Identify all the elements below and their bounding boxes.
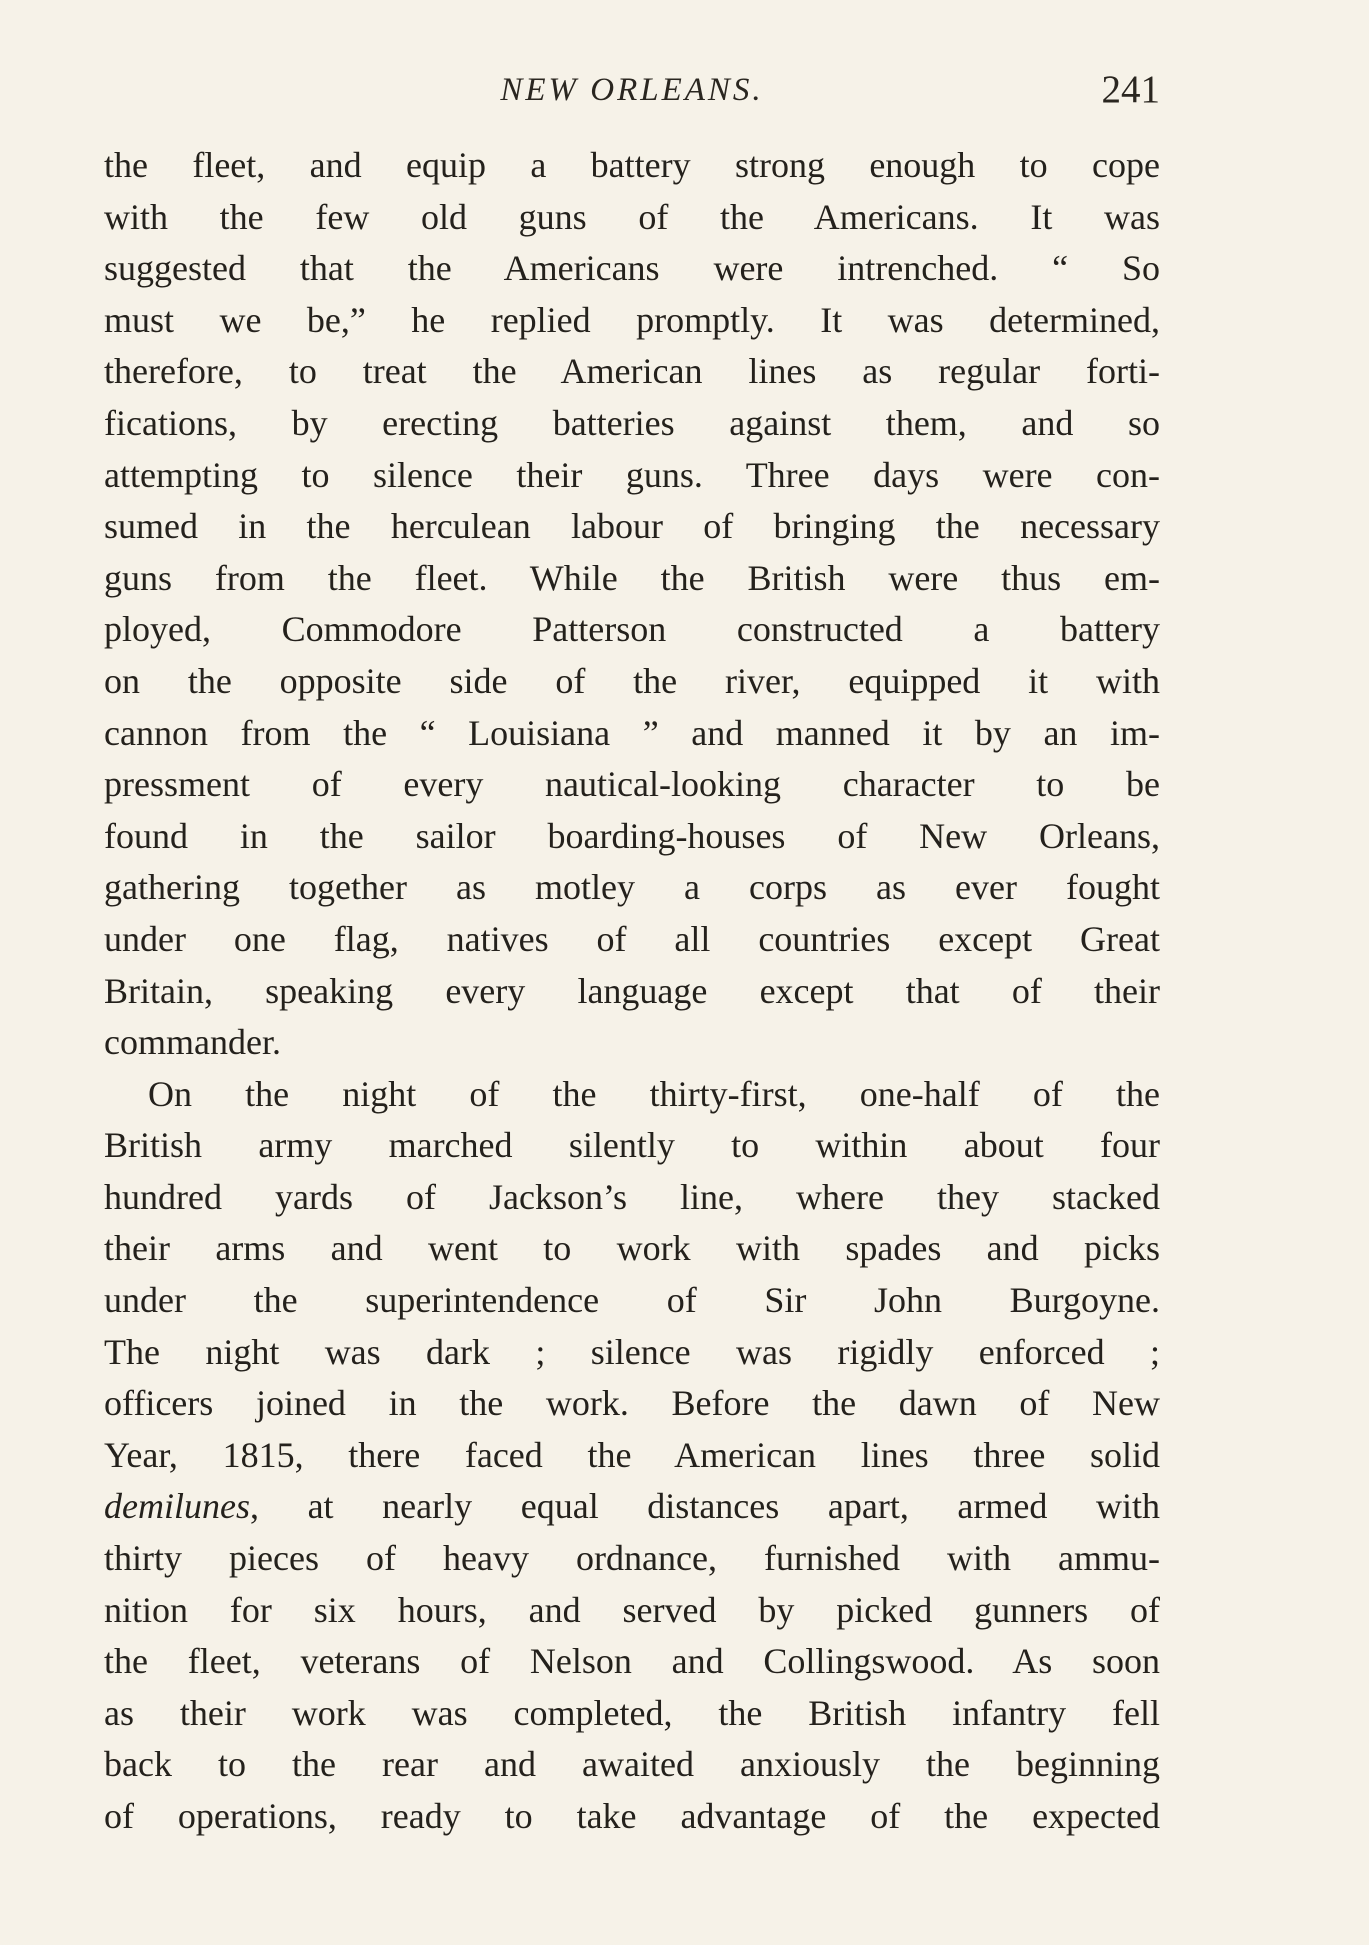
text-line: must we be,” he replied promptly. It was determined, [104,299,1160,340]
text-line: found in the sailor boarding-houses of New Orleans, [104,815,1160,856]
text-line: Britain, speaking every language except that of their [104,970,1160,1011]
text-line: therefore, to treat the American lines as regular forti- [104,351,1160,392]
text-line: pressment of every nautical-looking character to be [104,764,1160,805]
text-line: nition for six hours, and served by picked gunners of [104,1589,1160,1630]
text-line: commander. [104,1022,281,1063]
text-line: gathering together as motley a corps as ever fought [104,867,1160,908]
text-line: the fleet, and equip a battery strong enough to cope [104,145,1160,185]
text-line: suggested that the Americans were intrenched. “ So [104,248,1160,289]
text-line: Year, 1815, there faced the American lines three solid [104,1434,1160,1475]
text-line: The night was dark ; silence was rigidly enforced ; [104,1331,1160,1372]
text-line: their arms and went to work with spades and picks [104,1228,1160,1269]
running-title: NEW ORLEANS. [500,72,764,108]
text-line: on the opposite side of the river, equipped it with [104,660,1160,701]
text-line [104,1481,1160,1533]
text-line: thirty pieces of heavy ordnance, furnished with ammu- [104,1538,1160,1579]
text-line: hundred yards of Jackson’s line, where they stacked [104,1176,1160,1217]
text-line: officers joined in the work. Before the dawn of New [104,1383,1160,1424]
text-line: British army marched silently to within about four [104,1125,1160,1166]
text-line: ployed, Commodore Patterson constructed a battery [104,609,1160,650]
running-head [104,62,1160,118]
text-line: the fleet, veterans of Nelson and Collingswood. As soon [104,1641,1160,1682]
italic-word: demilunes [104,1486,250,1527]
text-line: under one flag, natives of all countries except Great [104,918,1160,959]
text-line: fications, by erecting batteries against them, and so [104,402,1160,443]
body-text [104,140,1160,1843]
text-line-rest: , at nearly equal distances apart, armed with [249,1486,1160,1527]
text-line: guns from the fleet. While the British were thus em- [104,557,1160,598]
text-line: back to the rear and awaited anxiously the beginning [104,1744,1160,1785]
text-line: as their work was completed, the British infantry fell [104,1692,1160,1733]
text-line: cannon from the “ Louisiana ” and manned it by an im- [104,712,1160,753]
text-line: attempting to silence their guns. Three days were con- [104,454,1160,495]
text-line: with the few old guns of the Americans. It was [104,196,1160,237]
page-number: 241 [1101,68,1160,111]
text-line: under the superintendence of Sir John Burgoyne. [104,1280,1160,1321]
text-line: of operations, ready to take advantage of the expected [104,1796,1160,1836]
text-line: sumed in the herculean labour of bringing the necessary [104,506,1160,547]
text-line: On the night of the thirty-first, one-half of the [148,1073,1160,1114]
